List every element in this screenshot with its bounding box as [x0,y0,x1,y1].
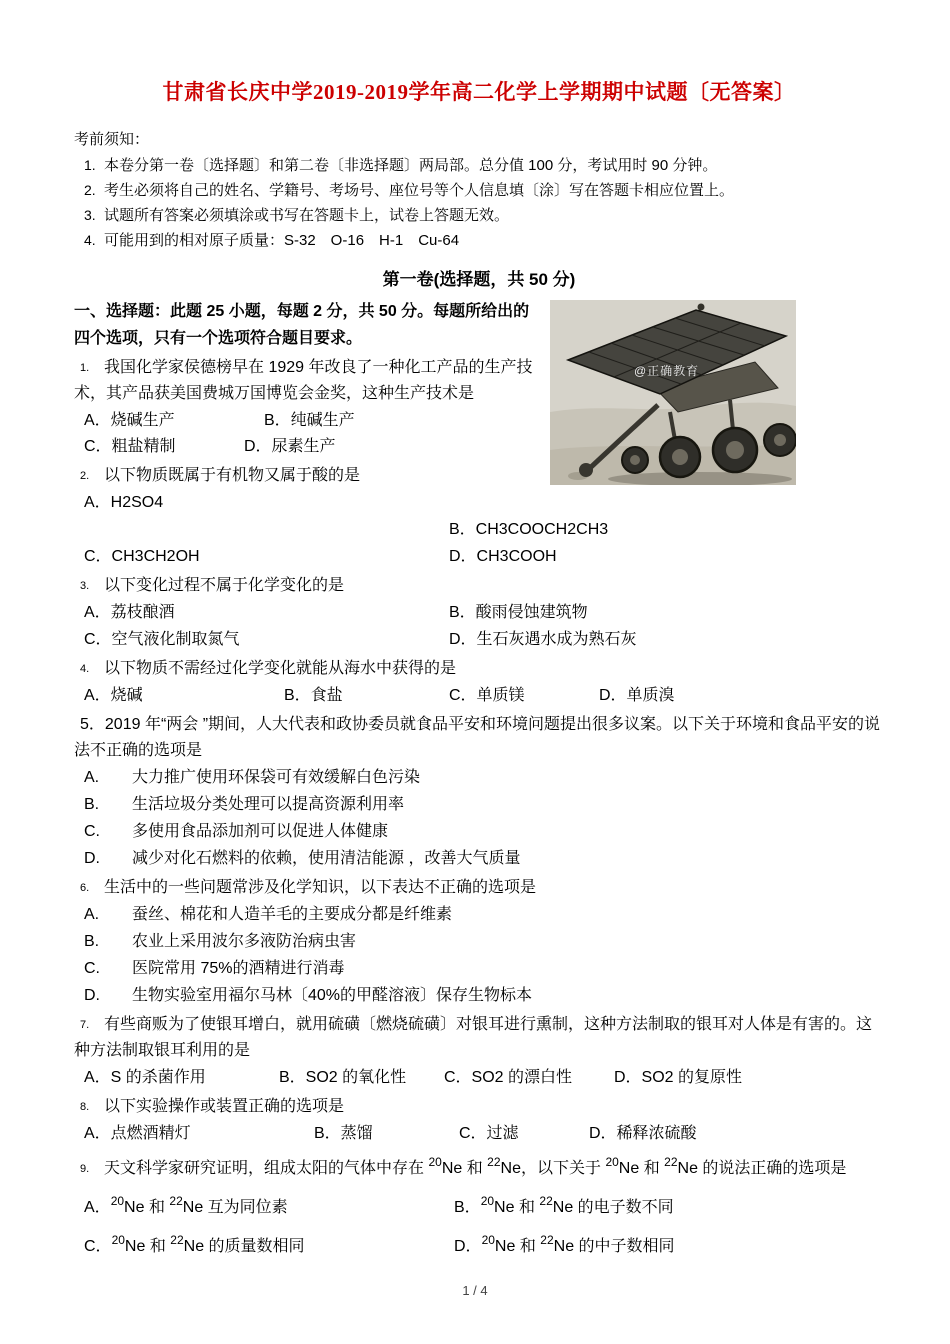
option-text: 互为同位素 [203,1199,288,1216]
question-number: 5． [80,716,105,733]
option-c: C．SO2 的漂白性 [444,1069,573,1086]
question-6-option-b [74,929,884,955]
isotope-symbol: Ne [494,1238,516,1255]
question-8-options [74,1121,884,1147]
isotope-symbol: Ne [618,1160,640,1177]
isotope-symbol: Ne [124,1199,145,1216]
notice-item [74,178,884,203]
question-5-option-c [74,819,884,845]
isotope-mass-number: 20 [110,1194,125,1208]
isotope-mass-number: 20 [111,1233,125,1247]
question-2-options [74,490,884,516]
watermark-text: @正确教育 [634,364,700,378]
page-title: 甘肃省长庆中学2019-2019学年高二化学上学期期中试题〔无答案〕 [162,80,796,104]
option-b: B．食盐 [284,687,343,704]
option-c: C．CH3CH2OH [84,548,200,565]
option-d: D．单质溴 [599,687,675,704]
isotope-symbol: Ne [124,1238,146,1255]
isotope-mass-number: 20 [481,1233,495,1247]
notice-number: 3. [84,207,96,223]
option-d: D．生石灰遇水成为熟石灰 [449,631,637,648]
option-letter: D． [454,1238,482,1255]
question-text: 以下物质不需经过化学变化就能从海水中获得的是 [104,660,457,677]
option-b [454,1189,674,1227]
option-letter: A. [84,906,100,923]
notice-item [74,153,884,178]
isotope-mass-number: 20 [605,1155,619,1169]
question-2-options [74,544,884,570]
notice-text: 考生必须将自己的姓名、学籍号、考场号、座位号等个人信息填〔涂〕写在答题卡相应位置上。 [104,182,735,199]
isotope-mass-number: 22 [664,1155,678,1169]
notice-number: 2. [84,182,96,198]
question-8 [74,1094,884,1120]
notice-text: 试题所有答案必须填涂或书写在答题卡上，试卷上答题无效。 [104,207,510,224]
option-c: C．空气液化制取氮气 [84,631,240,648]
page-number: 1 / 4 [462,1283,488,1298]
option-c: C．粗盐精制 [84,438,176,455]
isotope-symbol: Ne [552,1199,574,1216]
question-5-option-a [74,765,884,791]
option-b: B．酸雨侵蚀建筑物 [449,604,588,621]
question-text-part: ，以下关于 [520,1160,606,1177]
option-letter: B. [84,933,100,950]
question-4 [74,656,884,682]
option-a: A．S 的杀菌作用 [84,1069,206,1086]
option-letter: D. [84,850,100,867]
question-text: 我国化学家侯德榜早在 1929 年改良了一种化工产品的生产技术，其产品获美国费城万国博览会金奖，这种生产技术是 [74,359,533,402]
question-number: 8. [80,1101,90,1113]
isotope-symbol: Ne [500,1160,521,1177]
isotope-symbol: Ne [553,1238,575,1255]
conjunction: 和 [144,1199,170,1216]
isotope-symbol: Ne [494,1199,515,1216]
option-text: 的电子数不同 [573,1199,674,1216]
question-text: 有些商贩为了使银耳增白，就用硫磺〔燃烧硫磺〕对银耳进行熏制，这种方法制取的银耳对人体是有害的。这种方法制取银耳利用的是 [74,1016,873,1059]
question-9-options [74,1228,884,1266]
section-intro: 一、选择题：此题 25 小题，每题 2 分，共 50 分。每题所给出的四个选项，只有一个选项符合题目要求。 [74,303,530,347]
option-letter: B． [454,1199,481,1216]
option-d: D．尿素生产 [244,438,336,455]
option-letter: C． [84,1238,112,1255]
conjunction: 和 [462,1160,488,1177]
option-a: A．烧碱生产 [84,412,175,429]
question-number: 2. [80,470,90,482]
question-2-options [74,517,884,543]
question-text: 以下实验操作或装置正确的选项是 [104,1098,345,1115]
option-b: B．纯碱生产 [264,412,355,429]
notice-header: 考前须知： [74,131,150,148]
option-letter: D. [84,987,100,1004]
option-b: B．蒸馏 [314,1125,373,1142]
isotope-mass-number: 20 [428,1155,442,1169]
option-c [84,1228,454,1266]
option-letter: C. [84,960,100,977]
question-5-option-b [74,792,884,818]
conjunction: 和 [515,1238,541,1255]
option-a: A．H2SO4 [84,494,164,511]
question-text: 2019 年“两会 ”期间，人大代表和政协委员就食品平安和环境问题提出很多议案。以下关于环境和食品平安的说法不正确的选项是 [74,716,881,759]
notice-number: 1. [84,157,96,173]
question-9-options [74,1189,884,1227]
question-number: 3. [80,580,90,592]
question-7-options [74,1065,884,1091]
option-a: A．烧碱 [84,687,143,704]
mars-rover-photo [550,300,796,485]
question-number: 9. [80,1163,90,1175]
option-letter: A. [84,769,100,786]
option-c: C．单质镁 [449,687,525,704]
option-d: D．SO2 的复原性 [614,1069,743,1086]
option-text: 的质量数相同 [204,1238,305,1255]
option-d: D．稀释浓硫酸 [589,1125,697,1142]
isotope-mass-number: 22 [540,1233,554,1247]
question-6-option-a [74,902,884,928]
question-9 [74,1150,884,1266]
question-6-option-d [74,983,884,1009]
option-letter: C. [84,823,100,840]
conjunction: 和 [639,1160,665,1177]
option-d [454,1228,675,1266]
question-number: 4. [80,663,90,675]
notice-item [74,228,884,253]
question-text: 以下物质既属于有机物又属于酸的是 [104,467,361,484]
question-4-options [74,683,884,709]
question-6 [74,875,884,901]
isotope-mass-number: 22 [539,1194,553,1208]
section-title: 第一卷(选择题，共 50 分) [382,270,576,289]
option-text: 减少对化石燃料的依赖，使用清洁能源 ，改善大气质量 [132,850,521,867]
question-3-options [74,600,884,626]
isotope-mass-number: 22 [170,1233,184,1247]
question-3-options [74,627,884,653]
question-text: 生活中的一些问题常涉及化学知识，以下表达不正确的选项是 [104,879,537,896]
option-b: B．CH3COOCH2CH3 [449,521,609,538]
isotope-symbol: Ne [183,1238,205,1255]
isotope-symbol: Ne [441,1160,463,1177]
question-text: 以下变化过程不属于化学变化的是 [104,577,345,594]
question-text-part: 的说法正确的选项是 [697,1160,847,1177]
option-c: C．过滤 [459,1125,519,1142]
option-text: 生物实验室用福尔马林〔40%的甲醛溶液〕保存生物标本 [132,987,533,1004]
isotope-symbol: Ne [677,1160,698,1177]
option-b: B．SO2 的氧化性 [279,1069,407,1086]
question-3 [74,573,884,599]
option-a: A．点燃酒精灯 [84,1125,191,1142]
question-number: 7. [80,1019,90,1031]
question-text-part: 天文科学家研究证明，组成太阳的气体中存在 [104,1160,429,1177]
option-d: D．CH3COOH [449,548,557,565]
option-a [84,1189,454,1227]
isotope-mass-number: 20 [480,1194,495,1208]
notice-number: 4. [84,232,96,248]
option-text: 大力推广使用环保袋可有效缓解白色污染 [132,769,421,786]
question-9-text [74,1150,884,1188]
option-text: 农业上采用波尔多液防治病虫害 [132,933,357,950]
question-5-option-d [74,846,884,872]
question-7 [74,1012,884,1064]
option-text: 的中子数相同 [574,1238,675,1255]
option-letter: B. [84,796,100,813]
option-a: A．荔枝酿酒 [84,604,175,621]
rover-illustration [550,300,796,485]
isotope-symbol: Ne [182,1199,204,1216]
option-text: 多使用食品添加剂可以促进人体健康 [132,823,389,840]
question-number: 6. [80,882,90,894]
option-letter: A． [84,1199,111,1216]
isotope-mass-number: 22 [487,1155,501,1169]
option-text: 医院常用 75%的酒精进行消毒 [132,960,345,977]
option-text: 蚕丝、棉花和人造羊毛的主要成分都是纤维素 [132,906,453,923]
question-number: 1. [80,362,90,374]
question-6-option-c [74,956,884,982]
question-5 [74,712,884,764]
isotope-mass-number: 22 [169,1194,183,1208]
notice-text: 本卷分第一卷〔选择题〕和第二卷〔非选择题〕两局部。总分值 100 分，考试用时 90 分钟。 [104,157,718,174]
conjunction: 和 [145,1238,171,1255]
option-text: 生活垃圾分类处理可以提高资源利用率 [132,796,405,813]
notice-item [74,203,884,228]
notice-text: 可能用到的相对原子质量：S-32 O-16 H-1 Cu-64 [104,232,460,249]
conjunction: 和 [514,1199,540,1216]
